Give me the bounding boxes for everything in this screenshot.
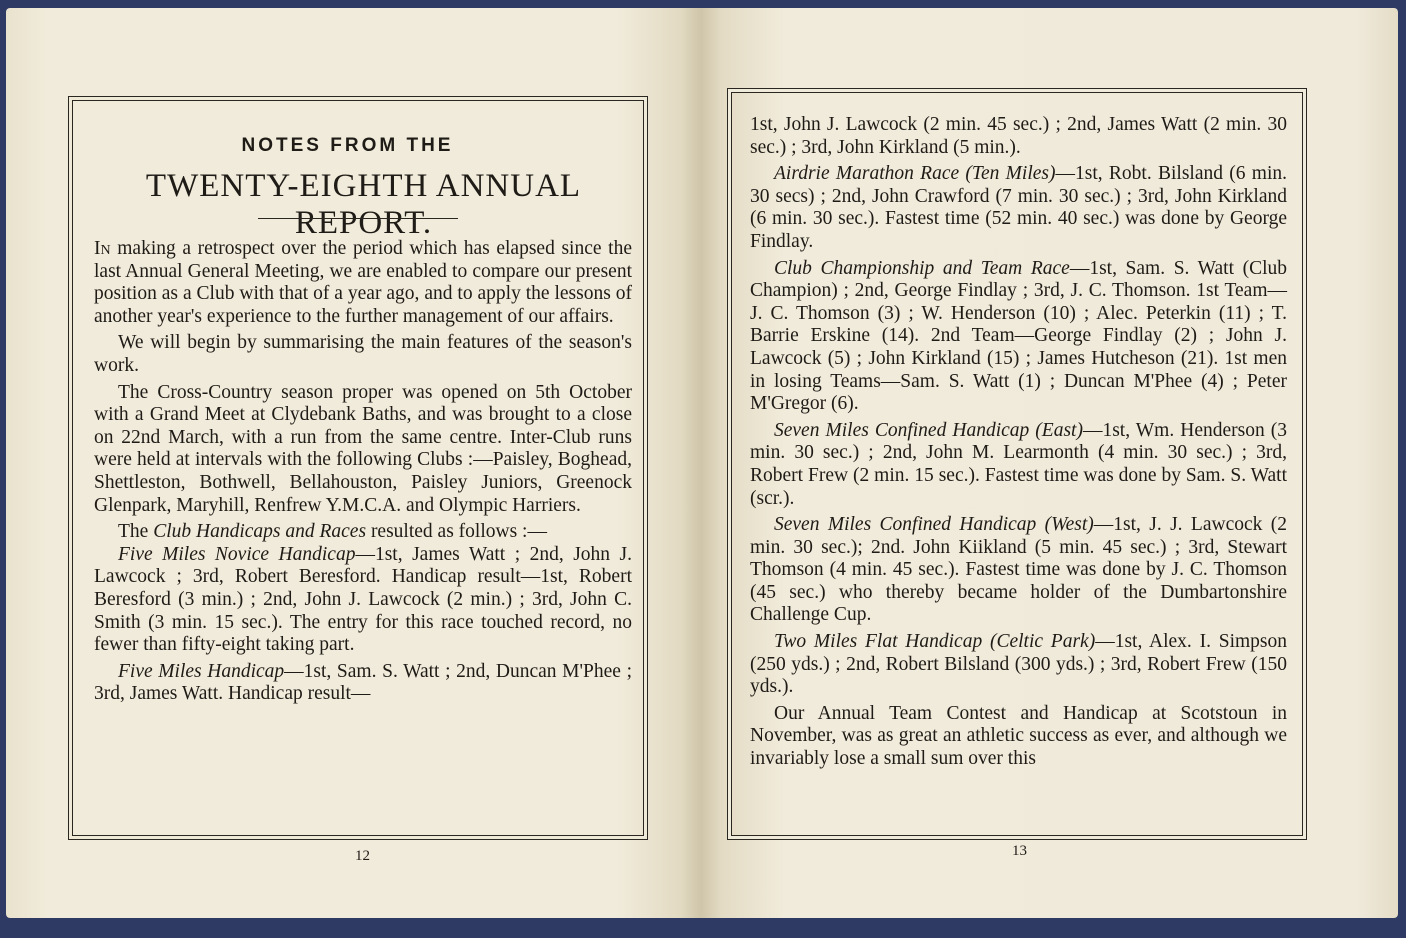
heading-small: NOTES FROM THE <box>241 135 454 156</box>
race-name: Two Miles Flat Handicap (Celtic Park) <box>774 631 1096 653</box>
text-fragment: resulted as follows :— <box>366 521 547 543</box>
race-result: —1st, Alex. I. Simpson (250 yds.) ; 2nd, Robert Bilsland (300 yds.) ; 3rd, Robert Frew (150 yds.). <box>750 631 1287 698</box>
paragraph-summary: We will begin by summarising the main features of the season's work. <box>94 332 632 376</box>
race-result: —1st, Sam. S. Watt (Club Champion) ; 2nd, George Findlay ; 3rd, J. C. Thomson. 1st Team—J. C. Thomson (3) ; W. Henderson (10) ; Alec. Peterkin (11) ; T. Barrie Erskine (14). 2nd Team—George Findlay (2) ; John J. Lawcock (5) ; John Kirkland (15) ; James Hutcheson (21). 1st men in losing Teams—Sam. S. Watt (1) ; Duncan M'Phee (4) ; Peter M'Gregor (6). <box>750 257 1287 415</box>
race-name: Club Championship and Team Race <box>774 257 1070 279</box>
intro-text: making a retrospect over the period which has elapsed since the last Annual General Meeting, we are enabled to compare our present position as a Club with that of a year ago, and to apply the lessons of another year's experience to the further management of our affairs. <box>94 238 632 327</box>
race-result: —1st, Wm. Henderson (3 min. 30 sec.) ; 2nd, John M. Learmonth (4 min. 30 sec.) ; 3rd, Robert Frew (2 min. 15 sec.). Fastest time was done by Sam. S. Watt (scr.). <box>750 419 1287 509</box>
paragraph-season: The Cross-Country season proper was opened on 5th October with a Grand Meet at Clydebank Baths, and was brought to a close on 22nd March, with a run from the same centre. Inter-Club runs were held at intervals with the following Clubs :—Paisley, Boghead, Shettleston, Bothwell, Bellahouston, Paisley Juniors, Greenock Glenpark, Maryhill, Renfrew Y.M.C.A. and Olympic Harriers. <box>94 381 632 516</box>
left-body-text <box>94 238 632 710</box>
page-number-right: 13 <box>1012 843 1027 859</box>
paragraph-airdrie <box>750 163 1287 253</box>
paragraph-two-miles <box>750 631 1287 699</box>
race-name: Seven Miles Confined Handicap (West) <box>774 514 1094 536</box>
race-name: Seven Miles Confined Handicap (East) <box>774 419 1083 441</box>
paragraph-seven-east <box>750 420 1287 510</box>
text-fragment: The <box>118 521 154 543</box>
race-result: —1st, Robt. Bilsland (6 min. 30 secs) ; 2nd, John Crawford (7 min. 30 sec.) ; 3rd, John Kirkland (6 min. 30 sec.). Fastest time (52 min. 40 sec.) was done by George Findlay. <box>750 163 1287 252</box>
italic-fragment: Club Handicaps and Races <box>153 521 367 543</box>
race-result: —1st, J. J. Lawcock (2 min. 30 sec.); 2nd. John Kiikland (5 min. 45 sec.) ; 3rd, Stewart Thomson (4 min. 45 sec.). Fastest time was done by J. C. Thomson (45 sec.) who thereby became holder of the Dumbartonshire Challenge Cup. <box>750 514 1287 626</box>
race-name: Airdrie Marathon Race (Ten Miles) <box>774 163 1056 185</box>
paragraph-seven-west <box>750 514 1287 627</box>
paragraph-championship <box>750 258 1287 416</box>
race-name: Five Miles Handicap <box>118 660 285 682</box>
paragraph-team-contest: Our Annual Team Contest and Handicap at Scotstoun in November, was as great an athletic success as ever, and although we invariably lose a small sum over this <box>750 702 1287 770</box>
right-body-text <box>750 114 1287 775</box>
paragraph-continued: 1st, John J. Lawcock (2 min. 45 sec.) ; 2nd, James Watt (2 min. 30 sec.) ; 3rd, John Kirkland (5 min.). <box>750 114 1287 158</box>
race-result: —1st, Sam. S. Watt ; 2nd, Duncan M'Phee ; 3rd, James Watt. Handicap result— <box>94 660 632 705</box>
drop-lead: In <box>94 238 111 259</box>
title-rule <box>258 218 458 219</box>
paragraph-handicaps <box>94 521 632 544</box>
paragraph-novice-handicap <box>94 544 632 657</box>
paragraph-intro <box>94 238 632 328</box>
race-name: Five Miles Novice Handicap <box>118 543 356 565</box>
page-title: TWENTY-EIGHTH ANNUAL REPORT. <box>145 168 582 241</box>
race-result: —1st, James Watt ; 2nd, John J. Lawcock ; 3rd, Robert Beresford. Handicap result—1st, Robert Beresford (3 min.) ; 2nd, John J. Lawcock (2 min.) ; 3rd, John C. Smith (3 min. 15 sec.). The entry for this race touched record, no fewer than fifty-eight taking part. <box>94 543 632 656</box>
page-number-left: 12 <box>355 848 370 864</box>
paragraph-five-miles <box>94 661 632 706</box>
